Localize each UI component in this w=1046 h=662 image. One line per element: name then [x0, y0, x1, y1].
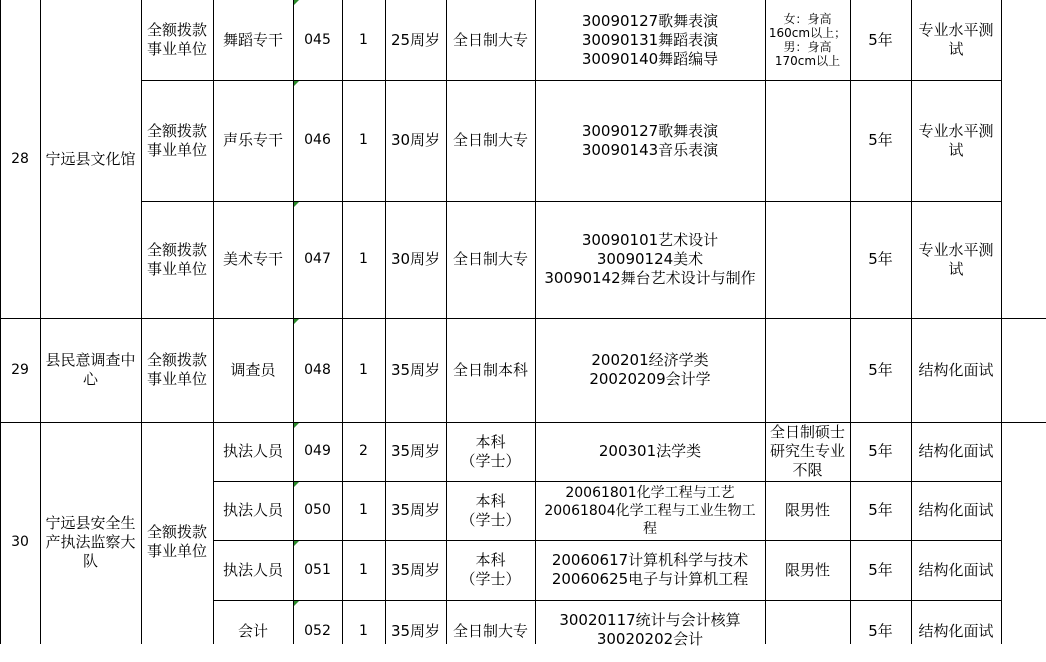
- hire-count: 1: [359, 251, 368, 267]
- exam-type: 结构化面试: [918, 560, 994, 579]
- term: 5年: [868, 131, 893, 149]
- post-name: 美术专干: [222, 250, 283, 268]
- term: 5年: [868, 621, 893, 640]
- age-limit: 35周岁: [390, 501, 441, 519]
- unit-name: 县民意调查中 心: [45, 351, 136, 388]
- group-number: 29: [11, 361, 29, 378]
- age-limit: 25周岁: [390, 30, 441, 49]
- education: 全日制大专: [452, 621, 528, 640]
- majors: 20061801化学工程与工艺 20061804化学工程与工业生物工 程: [544, 484, 756, 537]
- other-req: 限男性: [784, 560, 830, 579]
- post-name: 舞蹈专干: [222, 30, 283, 49]
- education: 全日制大专: [452, 30, 528, 49]
- age-limit: 35周岁: [390, 360, 441, 379]
- majors: 20060617计算机科学与技术 20060625电子与计算机工程: [551, 551, 749, 588]
- majors: 30090127歌舞表演 30090131舞蹈表演 30090140舞蹈编导: [581, 11, 719, 68]
- exam-type: 专业水平测试: [918, 240, 994, 278]
- hire-count: 1: [359, 622, 368, 639]
- education: 全日制本科: [452, 360, 528, 379]
- education: 本科 （学士）: [460, 491, 521, 529]
- majors: 200201经济学类 20020209会计学: [589, 351, 711, 388]
- unit-name: 宁远县文化馆: [45, 149, 136, 168]
- post-name: 会计: [237, 621, 268, 640]
- dept-type: 全额拨款事业单位: [146, 240, 207, 278]
- age-limit: 35周岁: [390, 560, 441, 579]
- other-req: 全日制硕士 研究生专业 不限: [769, 423, 845, 479]
- post-name: 执法人员: [222, 501, 283, 519]
- age-limit: 30周岁: [390, 131, 441, 149]
- unit-name: 宁远县安全生 产执法监察大 队: [45, 513, 136, 570]
- group-number: 28: [11, 150, 29, 167]
- exam-type: 专业水平测试: [918, 121, 994, 159]
- majors: 30020117统计与会计核算 30020202会计: [559, 611, 741, 648]
- post-name: 执法人员: [222, 442, 283, 460]
- term: 5年: [868, 250, 893, 268]
- term: 5年: [868, 560, 893, 579]
- majors: 200301法学类: [598, 442, 702, 460]
- term: 5年: [868, 501, 893, 519]
- exam-type: 结构化面试: [918, 501, 994, 519]
- term: 5年: [868, 442, 893, 460]
- post-code: 046: [304, 132, 331, 148]
- age-limit: 35周岁: [390, 442, 441, 460]
- exam-type: 专业水平测试: [918, 21, 994, 58]
- post-name: 声乐专干: [222, 131, 283, 149]
- hire-count: 1: [359, 561, 368, 578]
- exam-type: 结构化面试: [918, 442, 994, 460]
- majors: 30090101艺术设计 30090124美术 30090142舞台艺术设计与制作: [544, 231, 756, 287]
- dept-type: 全额拨款事业单位: [146, 351, 207, 388]
- hire-count: 1: [359, 361, 368, 378]
- exam-type: 结构化面试: [918, 621, 994, 640]
- other-req: 女：身高 160cm以上； 男：身高 170cm以上: [768, 12, 847, 68]
- hire-count: 2: [359, 443, 368, 459]
- education: 本科 （学士）: [460, 432, 521, 470]
- post-name: 调查员: [230, 360, 276, 379]
- majors: 30090127歌舞表演 30090143音乐表演: [581, 121, 719, 159]
- post-code: 048: [304, 361, 331, 378]
- education: 全日制大专: [452, 250, 528, 268]
- hire-count: 1: [359, 502, 368, 518]
- hire-count: 1: [359, 132, 368, 148]
- dept-type: 全额拨款事业单位: [146, 121, 207, 159]
- group-number: 30: [11, 533, 29, 550]
- other-req: 限男性: [784, 501, 830, 519]
- term: 5年: [868, 30, 893, 49]
- dept-type: 全额拨款事业单位: [146, 523, 207, 560]
- exam-type: 结构化面试: [918, 360, 994, 379]
- post-name: 执法人员: [222, 560, 283, 579]
- age-limit: 35周岁: [390, 621, 441, 640]
- post-code: 051: [304, 561, 331, 578]
- hire-count: 1: [359, 31, 368, 48]
- post-code: 045: [304, 31, 331, 48]
- dept-type: 全额拨款事业单位: [146, 21, 207, 58]
- post-code: 049: [304, 443, 331, 459]
- education: 全日制大专: [452, 131, 528, 149]
- term: 5年: [868, 360, 893, 379]
- education: 本科 （学士）: [460, 551, 521, 588]
- post-code: 047: [304, 251, 331, 267]
- post-code: 052: [304, 622, 331, 639]
- post-code: 050: [304, 502, 331, 518]
- age-limit: 30周岁: [390, 250, 441, 268]
